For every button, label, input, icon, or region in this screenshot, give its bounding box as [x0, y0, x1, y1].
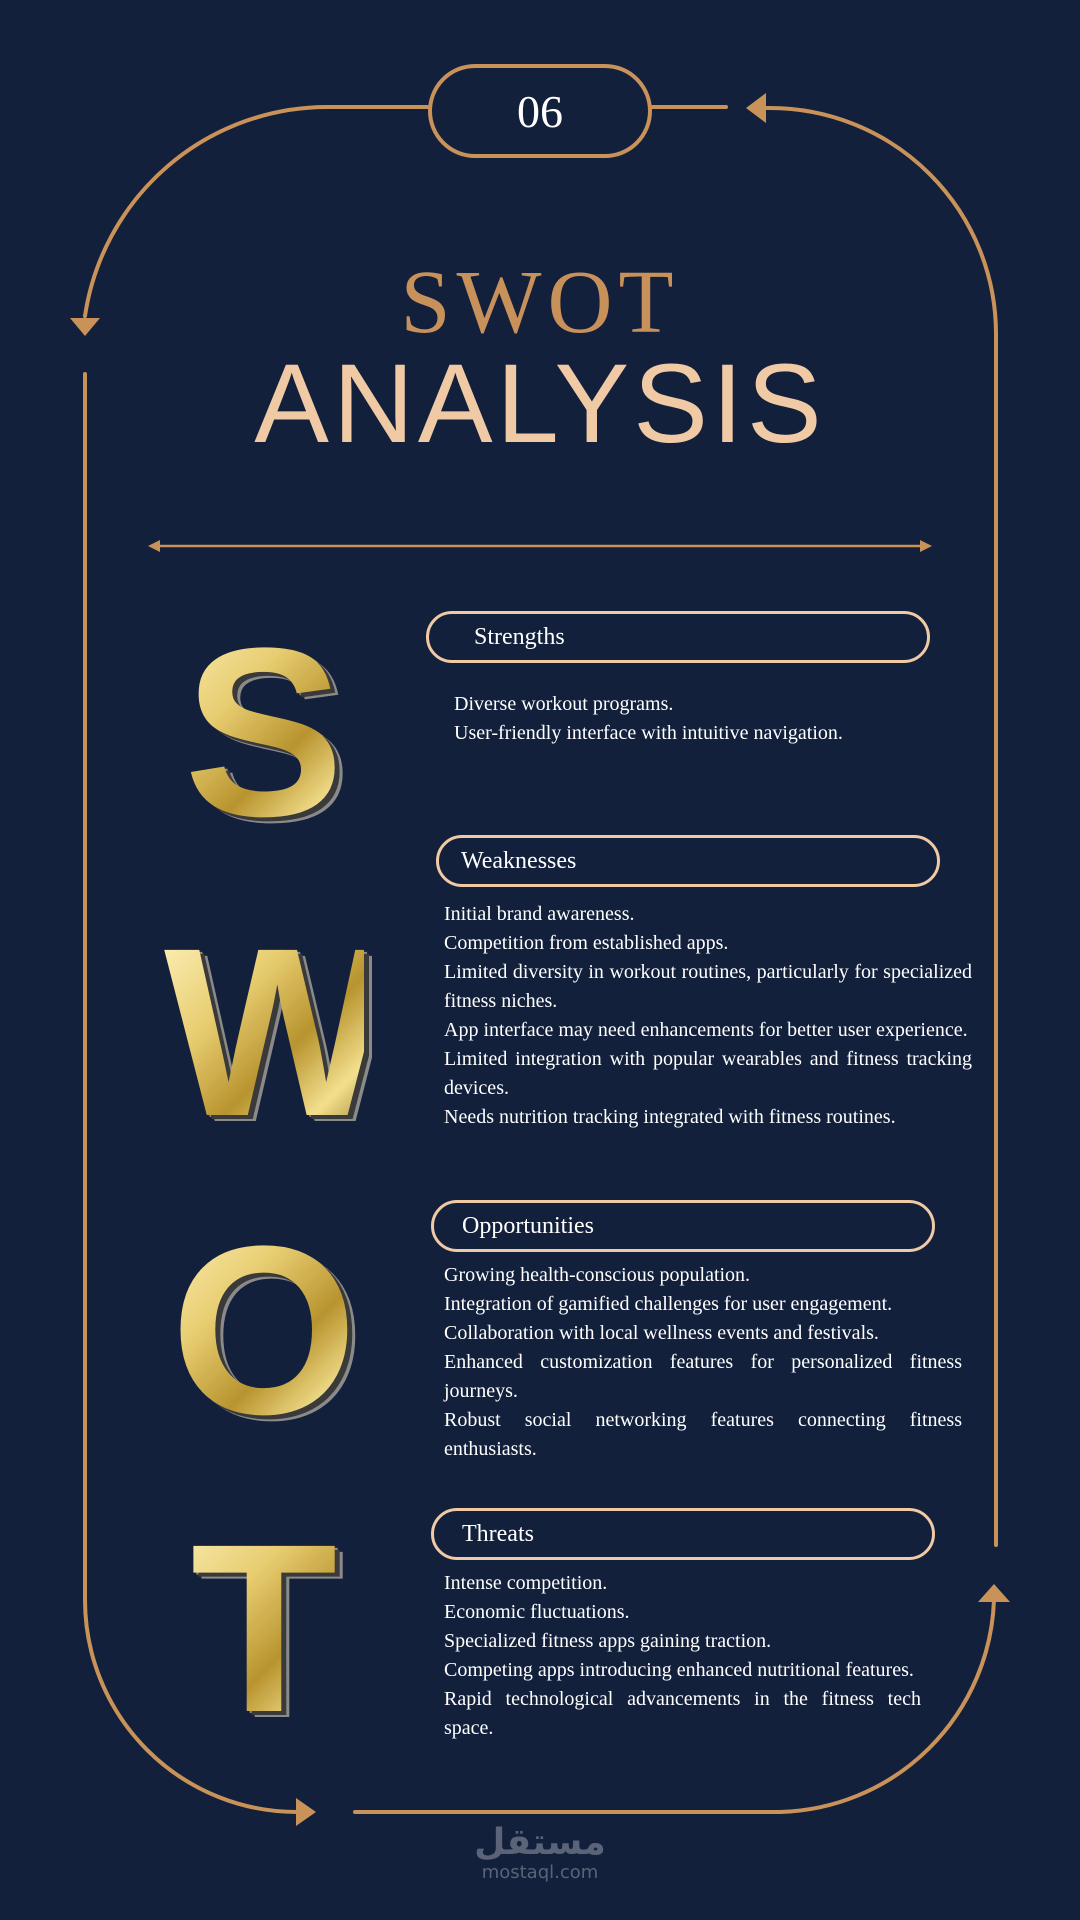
list-item: Limited integration with popular wearables and fitness tracking devices.	[444, 1048, 972, 1099]
list-item: Limited diversity in workout routines, particularly for specialized fitness niches.	[444, 961, 972, 1012]
list-item: Intense competition.	[444, 1572, 608, 1594]
list-item: Competing apps introducing enhanced nutritional features.	[444, 1659, 914, 1681]
arrow-up-icon	[978, 1584, 1010, 1602]
arrow-left-icon	[746, 93, 766, 123]
list-item: Initial brand awareness.	[444, 903, 635, 925]
weaknesses-heading	[436, 835, 940, 887]
opportunities-list	[444, 1261, 962, 1464]
threats-heading	[431, 1508, 935, 1560]
letter-s: S	[164, 612, 364, 852]
weaknesses-list	[444, 900, 972, 1132]
letter-w: W	[164, 898, 391, 1166]
watermark-logo: مستقل	[474, 1822, 606, 1863]
list-item: Diverse workout programs.	[454, 693, 674, 715]
strengths-heading	[426, 611, 930, 663]
title-swot: SWOT	[400, 253, 680, 352]
opportunities-heading	[431, 1200, 935, 1252]
list-item: Needs nutrition tracking integrated with fitness routines.	[444, 1106, 896, 1128]
list-item: User-friendly interface with intuitive navigation.	[454, 722, 843, 744]
list-item: Competition from established apps.	[444, 932, 729, 954]
strengths-heading-label: Strengths	[474, 623, 565, 650]
list-item: Rapid technological advancements in the fitness tech space.	[444, 1688, 921, 1739]
title-analysis: ANALYSIS	[254, 341, 826, 466]
weaknesses-heading-label: Weaknesses	[461, 847, 577, 874]
list-item: Robust social networking features connecting fitness enthusiasts.	[444, 1409, 962, 1460]
list-item: Economic fluctuations.	[444, 1601, 630, 1623]
letter-o: O	[164, 1210, 364, 1450]
list-item: Enhanced customization features for personalized fitness journeys.	[444, 1351, 962, 1402]
watermark-url: mostaql.com	[481, 1862, 599, 1883]
list-item: Integration of gamified challenges for user engagement.	[444, 1293, 893, 1315]
threats-heading-label: Threats	[462, 1520, 534, 1547]
page-number-badge: 06	[428, 64, 652, 158]
list-item: Specialized fitness apps gaining traction.	[444, 1630, 772, 1652]
letter-t: T	[164, 1508, 364, 1748]
strengths-list	[454, 690, 924, 748]
list-item: App interface may need enhancements for better user experience.	[444, 1019, 968, 1041]
list-item: Growing health-conscious population.	[444, 1264, 751, 1286]
opportunities-heading-label: Opportunities	[462, 1212, 594, 1239]
list-item: Collaboration with local wellness events and festivals.	[444, 1322, 879, 1344]
threats-list	[444, 1569, 921, 1743]
